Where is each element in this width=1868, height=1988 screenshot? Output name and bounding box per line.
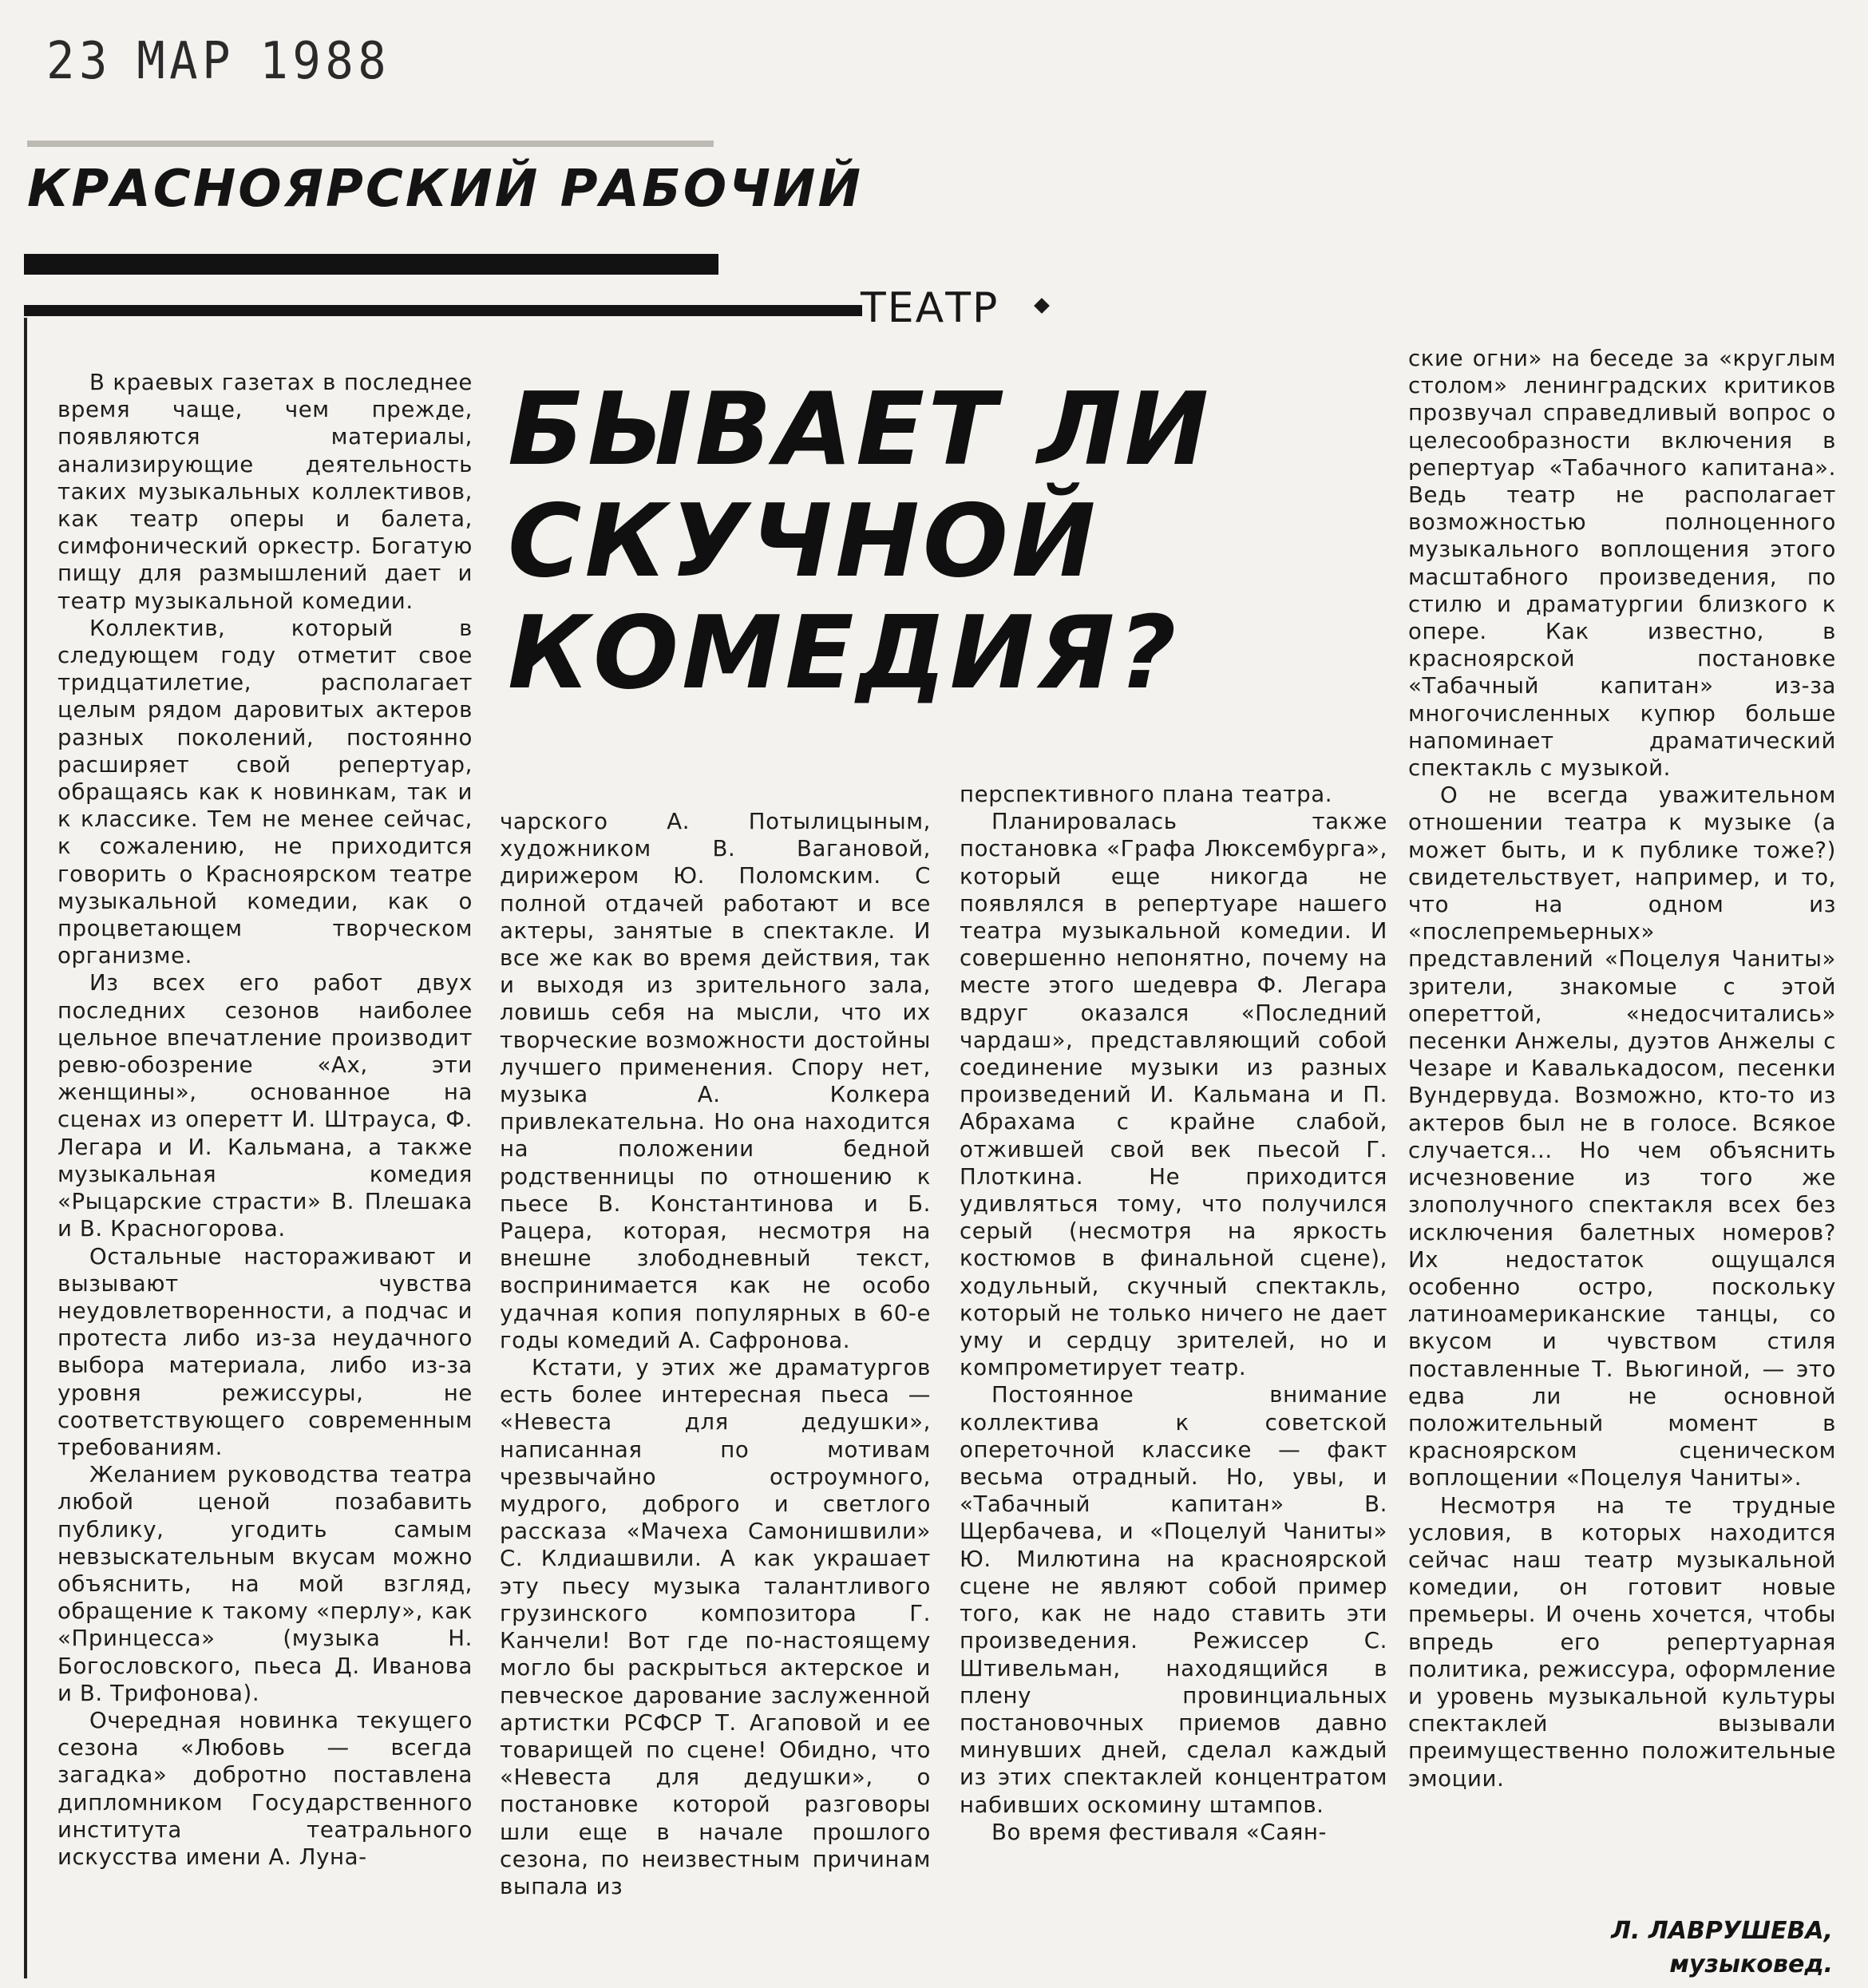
paragraph: О не всегда уважительном отношении театра к музыке (а может быть, и к публике тоже?) свидетельствует, например, и то, что на одном из «послепремьерных» представлений «Поцелуя Чаниты» зрители, знакомые с этой опереттой, «недосчитались» песенки Анжелы, дуэтов Анжелы с Чезаре и Кавалькадосом, песенки Вундервуда. Возможно, кто-то из актеров был не в голосе. Всякое случается... Но чем объяснить исчезновение из того же злополучного спектакля всех без исключения балетных номеров? Их недостаток ощущался особенно остро, поскольку латиноамериканские танцы, со вкусом и чувством стиля поставленные Т. Вьюгиной, — это едва ли не основной положительный момент в красноярском сценическом воплощении «Поцелуя Чаниты». [1408,782,1836,1491]
stamp-month: МАР [137,32,235,91]
paragraph: ские огни» на беседе за «круглым столом» ленинградских критиков прозвучал справедливый вопрос о целесообразности включения в репертуар «Табачного капитана». Ведь театр не располагает возможностью полноценного музыкального воплощения этого масштабного произведения, по стилю и драматургии близкого к опере. Как известно, в красноярской постановке «Табачный капитан» из-за многочисленных купюр больше напоминает драматический спектакль с музыкой. [1408,345,1836,782]
paragraph: чарского А. Потылицыным, художником В. Вагановой, дирижером Ю. Поломским. С полной отдачей работают и все актеры, занятые в спектакле. И все же как во время действия, так и выходя из зрительного зала, ловишь себя на мысли, что их творческие возможности достойны лучшего применения. Спору нет, музыка А. Колкера привлекательна. Но она находится на положении бедной родственницы по отношению к пьесе В. Константинова и Б. Рацера, которая, несмотря на внешне злободневный текст, воспринимается как не особо удачная копия популярных в 60-е годы комедий А. Сафронова. [500,808,931,1353]
paragraph: В краевых газетах в последнее время чаще, чем прежде, появляются материалы, анализирующие деятельность таких музыкальных коллективов, как театр оперы и балета, симфонический оркестр. Богатую пищу для размышлений дает и театр музыкальной комедии. [57,369,473,614]
date-stamp [46,32,416,91]
paragraph: Кстати, у этих же драматургов есть более интересная пьеса — «Невеста для дедушки», написанная по мотивам чрезвычайно остроумного, мудрого, доброго и светлого рассказа «Мачеха Самонишвили» С. Клдиашвили. А как украшает эту пьесу музыка талантливого грузинского композитора Г. Канчели! Вот где по-настоящему могло бы раскрыться актерское и певческое дарование заслуженной артистки РСФСР Т. Агаповой и ее товарищей по сцене! Обидно, что «Невеста для дедушки», о постановке которой разговоры шли еще в начале прошлого сезона, по неизвестным причинам выпала из [500,1354,931,1899]
paragraph: Коллектив, который в следующем году отметит свое тридцатилетие, располагает целым рядом даровитых актеров разных поколений, постоянно расширяет свой репертуар, обращаясь как к новинкам, так и к классике. Тем не менее сейчас, к сожалению, не приходится говорить о Красноярском театре музыкальной комедии, как о процветающем творческом организме. [57,614,473,969]
paragraph: перспективного плана театра. [960,781,1333,807]
article-column-2 [500,808,931,1900]
paragraph: Планировалась также постановка «Графа Люксембурга», который еще никогда не появлялся в репертуаре нашего театра музыкальной комедии. И совершенно непонятно, почему на месте этого шедевра Ф. Легара вдруг оказался «Последний чардаш», представляющий собой соединение музыки из разных произведений И. Кальмана и П. Абрахама с крайне слабой, отжившей свой век пьесой Г. Плоткина. Не приходится удивляться тому, что получился серый (несмотря на яркость костюмов в финальной сцене), ходульный, скучный спектакль, который не только ничего не дает уму и сердцу зрителей, но и компрометирует театр. [960,808,1387,1381]
paragraph: Во время фестиваля «Саян- [991,1818,1328,1845]
headline-line-1: БЫВАЕТ ЛИ [508,370,1213,488]
masthead-rule [24,254,718,275]
paragraph: Остальные настораживают и вызывают чувства неудовлетворенности, а подчас и протеста либо из-за неудачного выбора материала, либо из-за уровня режиссуры, не соответствующего современным требованиям. [57,1242,473,1460]
headline-line-2: СКУЧНОЙ [508,482,1099,600]
stamp-year: 1988 [259,32,391,91]
author-name: Л. ЛАВРУШЕВА, [1611,1917,1833,1945]
article-column-4 [1408,345,1836,1792]
paragraph: Очередная новинка текущего сезона «Любовь — всегда загадка» добротно поставлена дипломником Государственного института театрального искусства имени А. Луна- [57,1706,473,1870]
headline-line-3: КОМЕДИЯ? [508,594,1180,711]
author-signature [1611,1915,1833,1982]
paragraph: Несмотря на те трудные условия, в которых находится сейчас наш театр музыкальной комедии, он готовит новые премьеры. И очень хочется, чтобы впредь его репертуарная политика, режиссура, оформление и уровень музыкальной культуры спектаклей вызывали преимущественно положительные эмоции. [1408,1491,1836,1792]
article-column-3 [960,781,1387,1846]
rubric-bullet-icon [1034,298,1050,314]
paragraph: Из всех его работ двух последних сезонов наиболее цельное впечатление производит ревю-обозрение «Ах, эти женщины», основанное на сценах из оперетт И. Штрауса, Ф. Легара и И. Кальмана, а также музыкальная комедия «Рыцарские страсти» В. Плешака и В. Красногорова. [57,969,473,1242]
stamp-day: 23 [46,32,112,91]
article-headline [508,370,1306,711]
masthead-top-rule [27,141,714,147]
left-border-rule [24,318,27,1978]
article-column-1 [57,369,473,1871]
rubric-label: ТЕАТР [861,284,999,332]
author-role: музыковед. [1669,1950,1833,1978]
newspaper-masthead: КРАСНОЯРСКИЙ РАБОЧИЙ [27,160,864,219]
paragraph: Постоянное внимание коллектива к советской опереточной классике — факт весьма отрадный. Но, увы, и «Табачный капитан» В. Щербачева, и «Поцелуй Чаниты» Ю. Милютина на красноярской сцене не являют собой пример того, как не надо ставить эти произведения. Режиссер С. Штивельман, находящийся в плену провинциальных постановочных приемов давно минувших дней, сделал каждый из этих спектаклей концентратом набивших оскомину штампов. [960,1381,1387,1818]
paragraph: Желанием руководства театра любой ценой позабавить публику, угодить самым невзыскательным вкусам можно объяснить, на мой взгляд, обращение к такому «перлу», как «Принцесса» (музыка Н. Богословского, пьеса Д. Иванова и В. Трифонова). [57,1461,473,1706]
rubric-bar [24,305,862,316]
